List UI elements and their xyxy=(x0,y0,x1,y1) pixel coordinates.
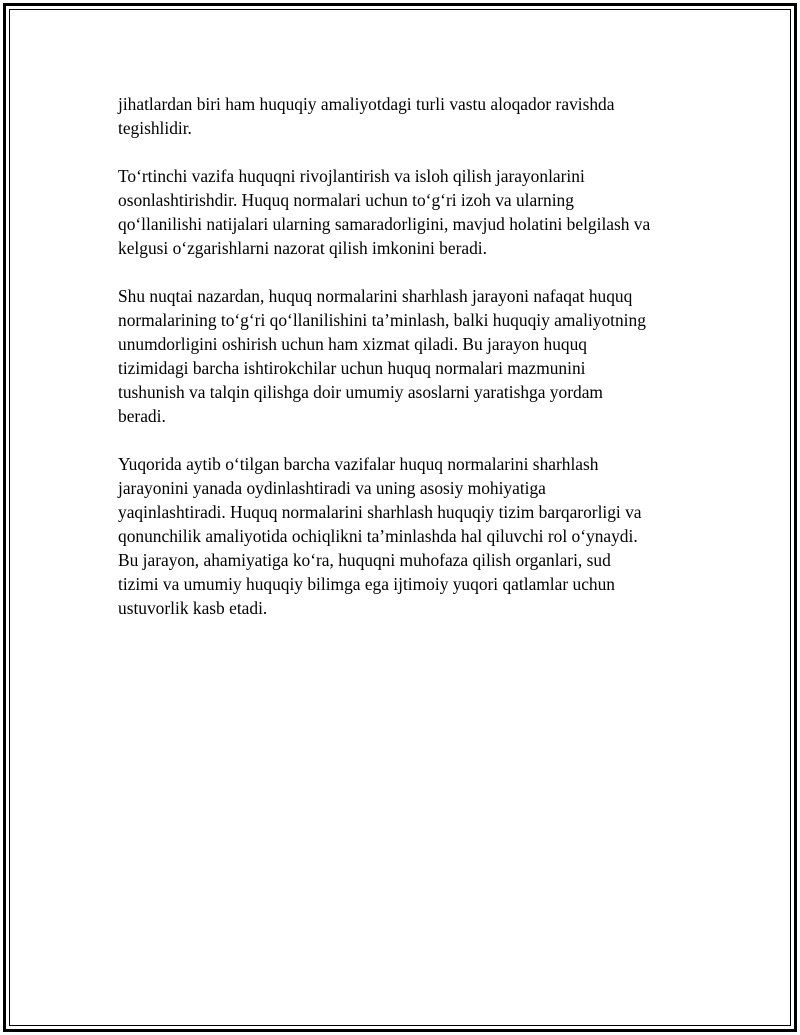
paragraph-4: Yuqorida aytib o‘tilgan barcha vazifalar huquq normalarini sharhlash jarayonini yanada oydinlashtiradi va uning asosiy mohiyatiga yaqinlashtiradi. Huquq normalarini sharhlash huquqiy tizim barqarorligi va qonunchilik amaliyotida ochiqlikni ta’minlashda hal qiluvchi rol o‘ynaydi. Bu jarayon, ahamiyatiga ko‘ra, huquqni muhofaza qilish organlari, sud tizimi va umumiy huquqiy bilimga ega ijtimoiy yuqori qatlamlar uchun ustuvorlik kasb etadi. xyxy=(118,454,642,618)
paragraph-3: Shu nuqtai nazardan, huquq normalarini sharhlash jarayoni nafaqat huquq normalarining to‘g‘ri qo‘llanilishini ta’minlash, balki huquqiy amaliyotning unumdorligini oshirish uchun ham xizmat qiladi. Bu jarayon huquq tizimidagi barcha ishtirokchilar uchun huquq normalari mazmunini tushunish va talqin qilishga doir umumiy asoslarni yaratishga yordam beradi. xyxy=(118,286,646,426)
document-body xyxy=(118,92,688,644)
paragraph-2: To‘rtinchi vazifa huquqni rivojlantirish va isloh qilish jarayonlarini osonlashtirishdir. Huquq normalari uchun to‘g‘ri izoh va ularning qo‘llanilishi natijalari ularning samaradorligini, mavjud holatini belgilash va kelgusi o‘zgarishlarni nazorat qilish imkonini beradi. xyxy=(118,166,651,258)
paragraph-1: jihatlardan biri ham huquqiy amaliyotdagi turli vastu aloqador ravishda tegishlidir. xyxy=(118,94,615,138)
